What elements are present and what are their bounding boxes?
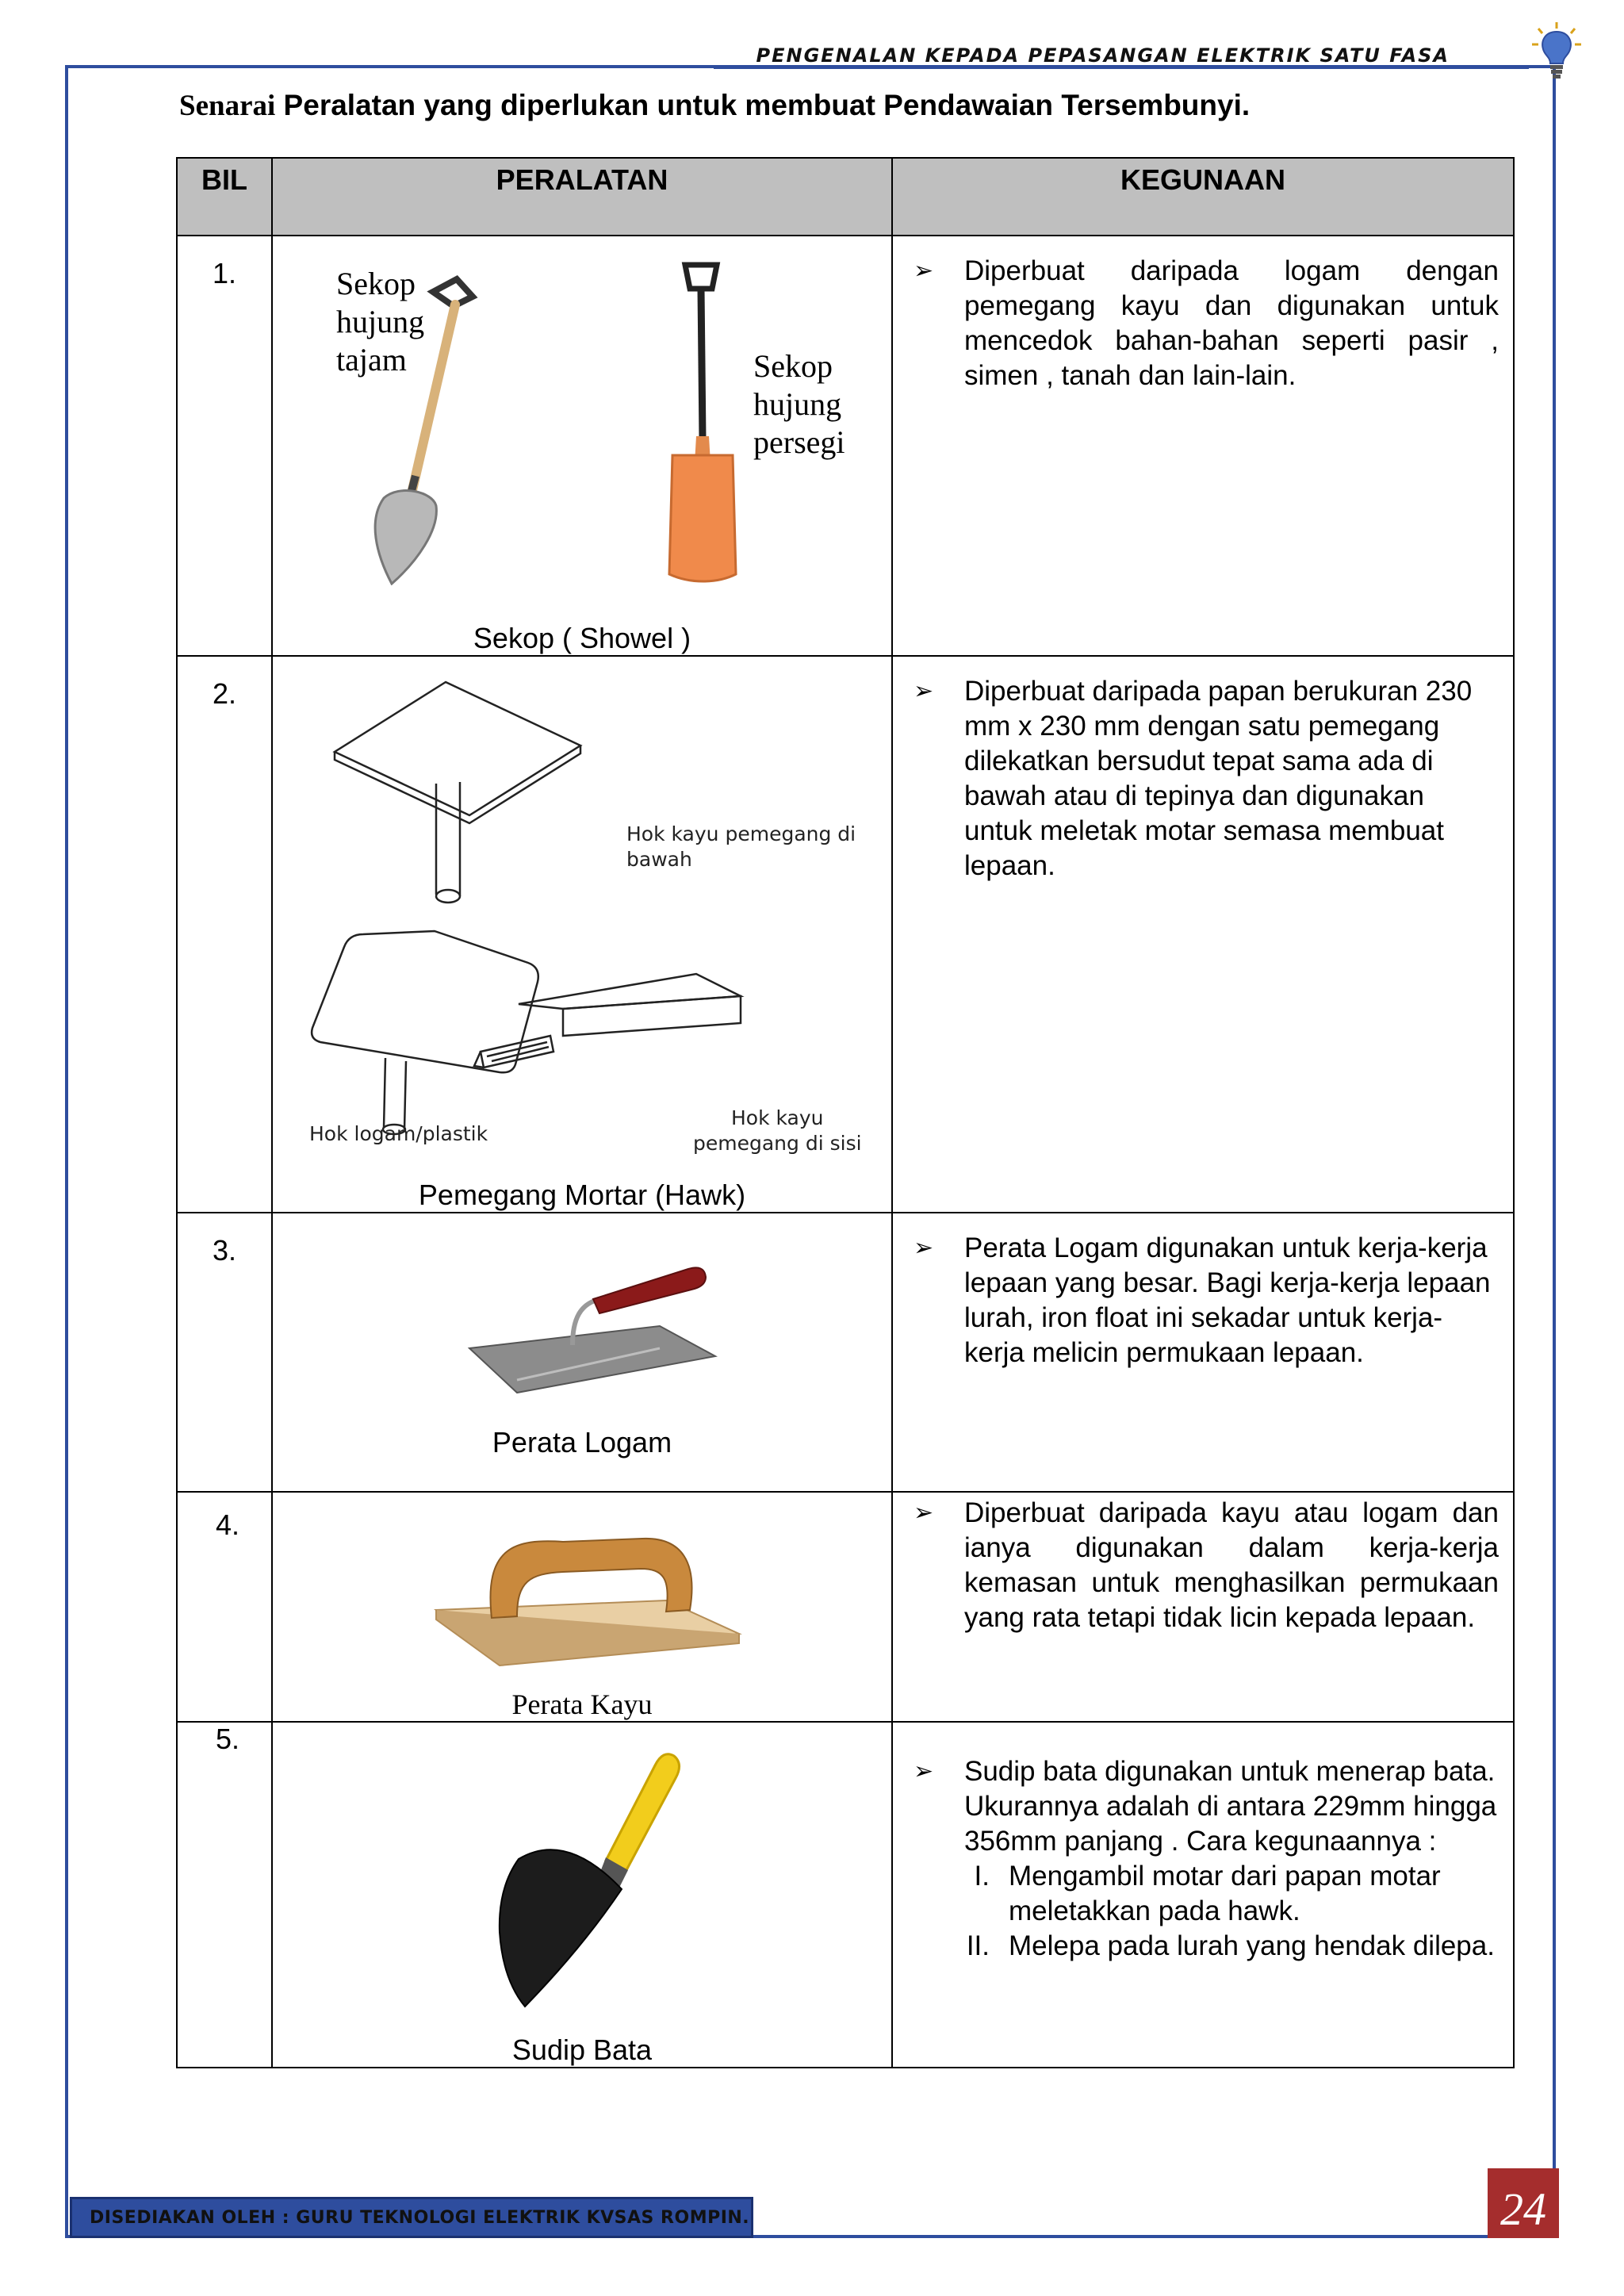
page-title: Senarai Peralatan yang diperlukan untuk membuat Pendawaian Tersembunyi.: [179, 89, 1251, 122]
tool-caption: Sekop ( Showel ): [473, 622, 691, 654]
row-number: 2.: [177, 656, 272, 1213]
usage-cell: [892, 656, 1514, 1213]
usage-cell: [892, 1492, 1514, 1722]
usage-text: Perata Logam digunakan untuk kerja-kerja lepaan yang besar. Bagi kerja-kerja lepaan lurah, iron float ini sekadar untuk kerja-kerja melicin permukaan lepaan.: [964, 1232, 1491, 1368]
tool-caption: Sudip Bata: [511, 2033, 653, 2066]
tool-caption: Perata Kayu: [511, 1688, 653, 1720]
label-square-shovel: Sekop hujung persegi: [753, 348, 845, 460]
tool-image-cell: [272, 1213, 892, 1492]
tool-image-cell: [272, 1722, 892, 2068]
hawk-sketch-image: [297, 673, 883, 1180]
usage-cell: [892, 1722, 1514, 2068]
row-number: 1.: [177, 236, 272, 656]
row-number: 3.: [177, 1213, 272, 1492]
header-rule: [714, 67, 1529, 69]
tools-table: [176, 157, 1515, 2068]
usage-text: Diperbuat daripada papan berukuran 230 mm x 230 mm dengan satu pemegang dilekatkan bersudut tepat sama ada di bawah atau di tepinya dan digunakan untuk meletak motar semasa membuat lepaan.: [964, 676, 1473, 881]
header-kegunaan: KEGUNAAN: [892, 158, 1514, 236]
label-hawk-side: Hok kayu pemegang di sisi: [693, 1106, 862, 1155]
running-header: PENGENALAN KEPADA PEPASANGAN ELEKTRIK SATU FASA: [756, 44, 1450, 67]
lightbulb-icon: [1529, 21, 1584, 84]
header-bil: BIL: [177, 158, 272, 236]
tool-caption: Pemegang Mortar (Hawk): [418, 1179, 746, 1211]
table-row: [177, 1213, 1514, 1492]
bullet-arrow-icon: ➢: [914, 678, 934, 704]
brick-trowel-image: [487, 1742, 693, 2011]
shovel-square-image: [653, 257, 749, 590]
steel-trowel-image: [454, 1253, 723, 1412]
table-row: [177, 1722, 1514, 2068]
table-row: [177, 236, 1514, 656]
usage-cell: [892, 236, 1514, 656]
table-header-row: [177, 158, 1514, 236]
tool-image-cell: [272, 656, 892, 1213]
list-item: I. Mengambil motar dari papan motar meletakkan pada hawk.: [974, 1861, 1441, 1926]
label-pointed-shovel: Sekop hujung tajam: [336, 266, 425, 378]
bullet-arrow-icon: ➢: [914, 1500, 934, 1526]
bullet-arrow-icon: ➢: [914, 1235, 934, 1261]
header-peralatan: PERALATAN: [272, 158, 892, 236]
list-item: II. Melepa pada lurah yang hendak dilepa.: [966, 1930, 1495, 1961]
usage-cell: [892, 1213, 1514, 1492]
tool-caption: Perata Logam: [492, 1426, 672, 1458]
table-row: [177, 656, 1514, 1213]
table-row: [177, 1492, 1514, 1722]
wood-float-image: [428, 1515, 745, 1673]
tool-image-cell: [272, 1492, 892, 1722]
page-number: 24: [1488, 2168, 1559, 2238]
tool-image-cell: [272, 236, 892, 656]
row-number: 4.: [177, 1492, 272, 1722]
row-number: 5.: [177, 1722, 272, 2068]
usage-text: Diperbuat daripada logam dengan pemegang kayu dan digunakan untuk mencedok bahan-bahan seperti pasir , simen , tanah dan lain-lain.: [964, 255, 1499, 391]
footer-credit: DISEDIAKAN OLEH : GURU TEKNOLOGI ELEKTRIK KVSAS ROMPIN.: [70, 2197, 753, 2238]
usage-text: Diperbuat daripada kayu atau logam dan ianya digunakan dalam kerja-kerja kemasan untuk menghasilkan permukaan yang rata tetapi tidak licin kepada lepaan.: [964, 1497, 1499, 1633]
label-hawk-metal: Hok logam/plastik: [309, 1122, 488, 1145]
usage-text: Sudip bata digunakan untuk menerap bata. Ukurannya adalah di antara 229mm hingga 356mm panjang . Cara kegunaannya :: [964, 1756, 1497, 1857]
label-hawk-under: Hok kayu pemegang di bawah: [626, 822, 856, 871]
bullet-arrow-icon: ➢: [914, 1758, 934, 1784]
bullet-arrow-icon: ➢: [914, 258, 934, 284]
